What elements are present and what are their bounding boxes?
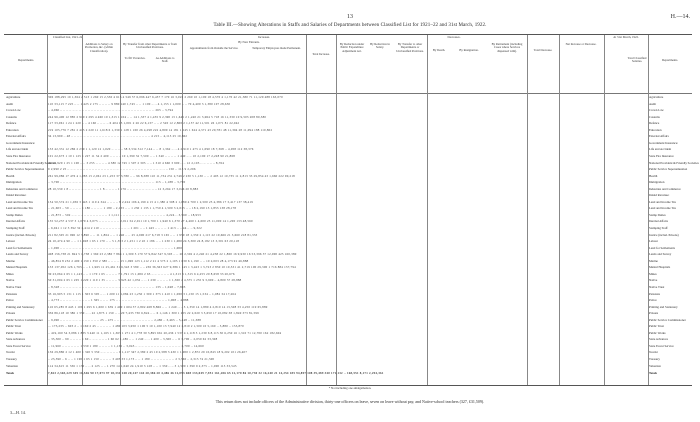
row-department-right: Police [649, 298, 657, 303]
row-department: Land and Income Tax [6, 206, 33, 211]
table-row [4, 344, 692, 348]
row-department-right: State Advances [649, 337, 668, 342]
row-department: Inland Revenue: [6, 193, 27, 198]
table-row [4, 213, 692, 217]
table-row [4, 193, 692, 197]
row-department: Tourist [6, 350, 15, 355]
row-department-right: Defence [649, 121, 660, 126]
header-group-1: By Transfer from other Departments or from Unclassified Positions. [123, 42, 177, 50]
row-department-right: Lands and Survey [649, 252, 672, 257]
row-values: .. 21,603 .. 59 .. .. .. .. 1 180 .. .. .. .. 1 180 .. 2,133 .. .. 1 230 1 135 1 1,750 4 1,500 3 2,015 .. .. 18 2,190 13 1,853 138 28,178 [48, 206, 237, 211]
table-row [4, 265, 692, 269]
table-row [4, 233, 692, 237]
table-row [4, 108, 692, 112]
data-table [4, 34, 699, 386]
row-values: 101 22,673 1 10 1 125 1 227 11 34 2 400 .. .. .. .. 10 1,390 32 7,500 .. .. 1 340 .. .. .. .. 1 440 .. .. 10 2,190 17 2,228 90 21,868 [48, 153, 236, 158]
table-row [4, 226, 692, 230]
row-values: 219 105,776 7 281 2 415 2 220 11 1,618 6 1,330 1 128 1 100 26 4,298 222 4,809 14 181 1 245 1 624 4,371 43 20,781 48 11,394 28 11,094 188 110,802 [48, 127, 273, 132]
row-values: .. 21,873 .. 502 .. .. .. .. .. .. .. .. .. .. .. .. 1 1,111 .. .. .. .. .. .. .. .. .. .. .. .. .. .. .. 4,224 .. 3,560 .. 18,953 [48, 212, 201, 217]
page-ref: H.—14. [670, 14, 690, 20]
row-department: Public Trust [6, 324, 22, 329]
row-values: 50 31,004 2 65 1 205 1 220 1 110 1 35 .. .. .. .. 5 925 42 1,032 .. .. 1 230 .. .. .. .. 1 1,300 2 4,575 1 255 9 3,900 .. 4,800 57 28,888 [48, 278, 242, 283]
row-department-right: Government Insurance: [649, 140, 679, 145]
row-department-right: Mental Hospitals [649, 265, 671, 270]
row-department-right: Printing and Stationery [649, 304, 678, 309]
row-values: 356 86,118 10 386 1 350 .. .. 22 1,873 1 150 .. .. 20 7,435 730 6,824 .. .. 6 1,146 1 300 1 255 22 2,020 3 5,650 17 10,082 38 1,849 373 81,599 [48, 311, 259, 316]
row-values: .. 4,060 .. .. .. .. .. .. .. .. .. .. .. .. .. .. .. .. .. .. .. .. .. .. .. .. .. .. .. .. .. .. .. 265 .. 3,794 [48, 108, 174, 113]
row-department-right: Internal Affairs [649, 219, 668, 224]
header-at31: At 31st March, 1922. [613, 35, 639, 39]
row-values: 24 10,474 4 90 .. .. 1 1,028 1 65 1 170 .. .. 5 1,353 2 1,251 1 2 45 1 186 .. .. 1 230 1 1,000 24 3,300 24 8,182 13 3,301 63 20,118 [48, 239, 240, 244]
row-values: 114 34,615 11 336 1 130 .. .. 2 125 .. .. 1 270 14 1,040 24 1,910 3 128 .. .. 1 330 .. .. 3 1,500 1 390 9 2,375 .. 1,000 115 33,545 [48, 363, 237, 368]
table-row [4, 285, 692, 289]
row-department: Printing and Stationery [6, 304, 35, 309]
row-department: Native [6, 278, 15, 283]
table-row [4, 200, 692, 204]
row-department: National Provident & Friendly Societies [6, 160, 56, 165]
header-total-classified: Total Classified Salaries. [627, 56, 647, 64]
header-group-8: By Reduction under Public Expenditure Adjustment Act. [339, 42, 365, 53]
row-department: Industries and Commerce [6, 186, 38, 191]
row-values: .. 9,090 .. .. .. .. .. .. .. .. .. .. .. .. .. 25 .. 475 .. .. .. .. .. .. .. .. .. .. .. .. .. 2,480 .. 3,465 .. 5,448 .. 11,388 [48, 317, 202, 322]
header-group-0: Additions to Salary on Promotion, &c. (within Classification). [85, 42, 113, 53]
row-department: Audit [6, 101, 14, 106]
header-group-9: By Reduction in Salary. [370, 42, 390, 50]
table-row [4, 252, 692, 256]
header-group-11: By Death. [432, 48, 446, 52]
header-departments: Departments. [17, 58, 35, 62]
row-department-right: Stamping Staff [649, 226, 668, 230]
header-group-10: By Transfer to other Departments or Unclassified Positions. [396, 42, 424, 53]
table-row [4, 357, 692, 361]
row-department-right: Prisons [649, 311, 659, 316]
row-department: Treasury [6, 357, 17, 361]
row-values: .. 4,773 .. .. .. .. .. .. .. .. .. .. 1 365 .. .. .. 175 .. .. .. .. .. .. .. .. .. .. .. .. .. .. .. .. .. 1,008 .. 4,888 [48, 298, 189, 303]
table-title: Table III.—Showing Alterations in Staffs and Salaries of Departments between Classified List for 1921–22 and 31st March, 1922. [213, 23, 487, 28]
row-department-right: Life and Accident [649, 147, 672, 152]
row-values: .. 11,960 .. .. .. .. .. .. 1 530 1 180 .. .. .. .. 1 1,136 .. 3,045 .. .. .. .. .. .. .. .. .. .. .. .. .. .. .. 2,700 .. 14,660 [48, 343, 204, 348]
row-department: Government Insurance: [6, 140, 36, 145]
row-department: State Forest Service [6, 343, 31, 348]
row-department: Pensions [6, 291, 18, 296]
row-values: .. 23,590 .. 6 .. .. 1 190 1 65 1 150 .. .. .. .. 3 405 33 1,173 .. .. 1 180 .. .. .. .. .. .. .. .. 2 3,560 .. 2,315 74 21,500 [48, 357, 215, 361]
table-row [4, 115, 692, 119]
table-row [4, 324, 692, 328]
table-row [4, 167, 692, 171]
row-values: .. 6,941 1 12 3 392 32 2,414 2 110 .. .. .. .. .. .. .. .. .. .. 1 201 .. .. 1 445 .. .. .. .. 1 413 .. .. 44 .. .. 9,322 [48, 226, 202, 230]
row-values: .. 1,000 .. .. .. .. .. .. .. .. .. .. .. .. .. .. .. .. .. .. .. .. .. .. .. .. .. .. .. .. .. .. .. .. .. .. .. .. .. 1,000 [48, 245, 183, 250]
table-row [4, 219, 692, 223]
table-row [4, 134, 692, 138]
row-values: .. 35,300 .. 99 .. .. .. .. 1 60 .. .. .. .. .. .. 1 60 62 1,186 .. .. 1 240 .. .. 1 400 .. 3,300 .. .. 6 3,700 .. 2,050 62 33,308 [48, 337, 218, 342]
row-values: 33 16,905 5 131 1 115 1 303 6 305 .. .. 1 200 11 1,084 23 1,250 1 300 1 375 1 410 1 1,000 3 1,150 15 1,534 .. 1,082 34 17,264 [48, 291, 237, 296]
table-row [4, 292, 692, 296]
row-department: Agriculture [6, 95, 21, 99]
row-department-right: Native [649, 278, 658, 283]
header-increases: Increases. [258, 35, 270, 39]
row-department-right: Native Trust [649, 284, 665, 289]
row-department: Stamping Staff [6, 226, 25, 230]
row-department: External Affairs [6, 134, 26, 139]
row-department-right: Audit [649, 101, 657, 106]
table-row [4, 364, 692, 368]
header-group-14: Total Decrease. [533, 48, 553, 52]
table-row [4, 350, 692, 354]
table-row [4, 337, 692, 341]
row-values: 261 99,086 17 476 4 1,085 15 2,061 23 1,253 37 3,780 .. .. 96 8,388 110 11,734 251 2,749 2 230 5 1,130 .. .. 2 405 12 10,735 11 2,813 33 29,854 43 1,660 222 90,218 [48, 173, 295, 178]
table-row [4, 102, 692, 106]
table-row [4, 128, 692, 132]
row-values: 408 156,738 21 694 5 1,738 1 360 23 2,380 7 864 1 1,300 5 170 57 9,842 347 9,303 .. .. 20 2,302 4 2,240 21 4,238 22 1,800 16 9,930 16 53,396 37 12,000 425 160,380 [48, 252, 297, 257]
row-values: 9 2,990 2 25 .. .. .. .. .. .. .. .. .. .. .. .. .. .. .. .. .. .. .. .. .. .. .. .. .. .. .. .. .. .. .. .. .. 150 .. 113 9 2,296 [48, 167, 196, 172]
row-department: Customs [6, 114, 17, 119]
row-department: Internal Affairs [6, 219, 25, 224]
row-values: .. 46,854 8 252 2 400 1 150 1 350 2 380 .. .. .. .. 15 1,990 123 1,112 2 21 4 573 2 1,105 1 630 6 1,190 .. .. 10 2,003 28 4,173 91 46,888 [48, 258, 249, 263]
row-department: Public Service Superannuation [6, 167, 45, 172]
row-department-right: Pensions [649, 291, 661, 296]
row-department-right: Marine [649, 258, 658, 263]
table-row [4, 298, 692, 302]
row-department-right: Public Trust [649, 324, 665, 329]
table-row [4, 305, 692, 309]
row-department-right: Customs [649, 114, 660, 119]
row-department: Stamp Duties [6, 212, 23, 217]
row-department: Land and Income Tax [6, 199, 33, 204]
row-department-right: Treasury [649, 357, 660, 361]
row-values: 42 10,929 1 25 1 100 .. .. 3 255 .. .. .. .. 4 380 12 745 1 507 2 305 .. .. 1 310 4 660 3 900 .. .. 12 2,105 .. .. .. .. .. 8,764 [48, 160, 225, 165]
row-department-right: Land and Income Tax [649, 199, 676, 204]
header-group-5: Appointments from Outside the Service. [189, 46, 239, 50]
row-department: Justice (includ. Prisons) [6, 232, 36, 237]
row-department-right: Industries and Commerce [649, 186, 681, 191]
table-row [4, 206, 692, 210]
row-department-right: Land and Income Tax [649, 206, 676, 211]
table-row [4, 331, 692, 335]
row-department-right: Tourist [649, 350, 658, 355]
row-department: Marine [6, 258, 15, 263]
row-values: 116 65,285 8 443 1 106 1 295 6 1,600 1 639 1 400 1 604 37 2,802 468 8,866 .. .. 1 240 .. .. 5 1,350 14 1,880 4 2,810 14 13,508 33 4,250 119 65,889 [48, 304, 268, 309]
row-values: .. 419,160 54 3,086 1 835 3 440 11 1,165 1 1,365 1 271 4 1,778 30 3,895 661 20,436 1 537 4 1,118 3 1,230 6 8,115 30 6,250 16 1,310 71 12,700 162 182,604 [48, 330, 282, 335]
row-department: Public Works [6, 330, 23, 335]
row-department: State Fire Insurance [6, 153, 31, 158]
row-department-right: Justice (includ. Prisons) [649, 232, 679, 237]
totals-label: Totals [6, 371, 14, 376]
row-department-right: Public Service Commissioner [649, 317, 686, 322]
row-department: Police [6, 298, 14, 303]
row-department-right: Land for Settlements [649, 245, 675, 250]
row-values: 34 13,990 .. 48 .. .. .. .. .. .. .. .. .. .. .. .. .. .. .. .. .. .. .. .. .. .. .. .. .. .. 4 215 .. 4,115 25 10,862 [48, 134, 188, 139]
row-department: Labour [6, 239, 15, 244]
caption: This return does not include officers of the Administrative division, thirty-one officers on leave, seven on leave without pay, and Native-school teachers (327, £31,509). [215, 399, 485, 404]
row-department-right: External Affairs [649, 134, 669, 139]
table-row [4, 180, 692, 184]
row-department: Health [6, 173, 15, 178]
row-values: .. 8,328 .. .. .. .. .. .. .. .. .. .. .. .. .. .. .. .. .. .. .. .. .. .. .. .. .. .. .. .. .. .. .. 135 .. 1,048 .. 7,895 [48, 284, 186, 289]
row-department: Prisons [6, 311, 16, 316]
page-number: 13 [347, 14, 353, 20]
row-values: 133 137,952 126 1,765 .. .. 1 1,965 11 25,461 31 6,343 3 580 .. .. 236 36,363 627 9,386 1 145 1 3,423 1 3,723 2 830 10 10,531 41 2,719 100 29,300 1 716 884 137,794 [48, 265, 296, 270]
totals-row [4, 371, 692, 375]
row-department-right: State Fire Insurance [649, 153, 674, 158]
row-values: 110 33,115 7 225 .. .. 1 425 2 175 .. .. .. .. 9 880 140 1,745 .. .. 1 100 .. .. 4 1,155 1 1,000 .. .. 70 4,400 3 1,380 107 28,630 [48, 101, 231, 106]
table-row [4, 160, 699, 165]
table-row [4, 311, 692, 315]
row-department: Valuation [6, 363, 18, 368]
header-group-7: Total Increase. [312, 52, 330, 56]
row-department: Mines [6, 271, 14, 276]
header-group-3: As Additions to Staff. [155, 56, 175, 64]
row-department: Crown Law [6, 108, 21, 113]
row-values: 39 23,064 2 65 1 1,143 .. .. 1 170 1 65 .. .. .. .. 7 1,791 15 1,006 2 65 .. .. .. .. .. .. 4 1,313 3 1,315 6 4,255 20 8,658 33 20,676 [48, 271, 235, 276]
row-department: Land for Settlements [6, 245, 32, 250]
row-department: State Advances [6, 337, 25, 342]
totals-values: 7,823 2,365,229 349 16,546 90 17,073 97 18,331 148 20,147 144 20,386 20 4,486 46 11,093 608 133,049 7,951 161,206 65 12,170 86 10,730 32 16,240 21 14,254 185 94,897 108 39,489 340 171,132 .. 168,551 8,171 2,294,361 [48, 371, 384, 376]
row-department: Native Trust [6, 284, 22, 289]
footnote: * Not including one amalgamation. [328, 386, 372, 390]
row-department: Defence [6, 121, 17, 126]
row-department-right: Immigration [649, 180, 665, 185]
row-department: Life and Accident [6, 147, 29, 152]
row-department-right: Valuation [649, 363, 661, 368]
row-department: Public Service Commissioner [6, 317, 43, 322]
row-department-right: Inland Revenue: [649, 193, 670, 198]
row-department: Lands and Survey [6, 252, 29, 257]
table-row [4, 141, 692, 145]
row-values: 136 29,880 2 12 1 400 1 320 5 350 .. .. .. .. .. .. 9 1,117 347 2,380 2 45 10 2,588 3 430 1 1,000 1 2,872 29 10,843 18 9,202 101 26,407 [48, 350, 248, 355]
row-department-right: Public Works [649, 330, 666, 335]
table-row [4, 318, 692, 322]
header-group-4: By New Entrants. [238, 40, 260, 44]
row-department-right: Public Service Superannuation [649, 167, 688, 172]
header-group-2: To fill Vacancies. [124, 56, 146, 60]
row-department-right: Labour [649, 239, 658, 244]
row-department-right: Crown Law [649, 108, 664, 113]
table-row [4, 154, 692, 158]
row-values: 154 50,574 21 1,036 3 443 1 110 4 344 .. .. .. .. 8 2,224 196 4,199 4 15 4 1,380 4 308 2 1,080 4 700 1 2,500 25 4,386 17 3,417 137 38,419 [48, 199, 254, 204]
table-header [4, 35, 692, 94]
table-row [4, 246, 692, 250]
header-decreases: Decreases. [447, 35, 461, 39]
row-values: 28 10,530 1 8 .. .. .. .. .. .. .. .. .. .. 1 8 .. .. .. .. 1 176 .. .. .. .. .. .. .. .. .. .. 12 3,264 17 3,046 20 8,883 [48, 186, 199, 191]
row-department: Education [6, 127, 19, 132]
row-department-right: Stamp Duties [649, 212, 666, 217]
row-department-right: Mines [649, 271, 657, 276]
totals-label-right: Totals [649, 371, 657, 376]
table-row [4, 187, 692, 191]
row-values: 244 96,400 12 885 2 910 2 295 4 460 10 1,315 1 104 .. .. 14 1,337 4 1,455 9 2,390 13 1,645 2 1,240 21 3,964 5 718 16 11,330 10 9,503 208 80,580 [48, 114, 267, 119]
table-row [4, 174, 692, 178]
row-values: 211 82,305 21 996 12 3,890 .. .. 11 1,864 .. .. 1 240 .. .. 25 4,990 217 6,718 3 165 .. .. 1 950 18 1,350 2 1,115 22 10,666 21 3,660 218 81,333 [48, 232, 258, 237]
row-values: 155 52,257 4 537 3 1,070 4 3,075 .. .. .. .. .. .. .. 2,011 34 2,911 10 1,700 1 1,940 6 1,370 27 4,460 1 4,000 25 11,000 14 1,200 133 48,560 [48, 219, 253, 224]
table-row [4, 121, 692, 125]
table-row [4, 278, 692, 282]
header-group-6: Temporary Employees made Permanent. [252, 46, 301, 50]
header-net: Net Increase or Decrease. [565, 42, 597, 46]
header-departments-right: Departments. [661, 58, 679, 62]
row-department: Immigration [6, 180, 22, 185]
table-row [4, 147, 692, 151]
row-department: Mental Hospitals [6, 265, 28, 270]
header-group-12: By Resignation. [459, 48, 479, 52]
row-values: 133 42,331 12 286 2 239 1 1,120 12 1,020 .. .. .. .. 38 3,534 312 7,144 .. .. 8 1,362 .. .. 4 2,910 1 475 4 1,090 18 7,368 .. 4,958 112 38,376 [48, 147, 254, 152]
table-row [4, 272, 692, 276]
row-values: ... 173,235 .. 603 2 .. 1 160 2 45 .. .. .. .. .. 1 480 103 3,950 1 100 5 10 1,100 13 7,940 12 2,810 2 1,500 10 5,160 .. 5,880 .. 155,870 [48, 324, 244, 329]
header-classified: Classified List, 1921–22. [52, 35, 84, 39]
table-row [4, 239, 692, 243]
header-group-13: By Retirement (including Cases where Services dispensed with). [491, 42, 523, 53]
row-values: 306 188,295 19 1,364 2 513 1 260 15 2,530 4 615 4 549 57 6,096 447 6,457 7 170 16 3,022 2 260 10 1,100 18 4,570 4 1,170 42 21,380 71 11,129 488 163,070 [48, 95, 283, 99]
row-department-right: Agriculture [649, 95, 664, 99]
row-department-right: Health [649, 173, 658, 178]
table-row [4, 259, 692, 263]
table-row [4, 95, 692, 99]
row-department-right: Education [649, 127, 662, 132]
row-department-right: State Forest Service [649, 343, 674, 348]
row-values: .. 3,700 .. .. .. .. .. .. .. .. .. .. .. .. .. .. .. .. .. .. .. .. .. .. .. .. .. .. .. .. .. .. .. 115 .. 1,188 .. 3,700 [48, 180, 186, 185]
row-department-right: National Provident & Friendly Societies [649, 160, 699, 165]
signature-mark: 3—H. 14. [10, 410, 26, 415]
row-values: 117 33,061 1 24 1 220 .. .. 4 160 .. .. .. .. 6 404 15 1,001 2 26 22 6,137 .. .. 2 520 12 2,800 2 1,157 42 11,501 26 1,071 81 22,042 [48, 121, 240, 126]
